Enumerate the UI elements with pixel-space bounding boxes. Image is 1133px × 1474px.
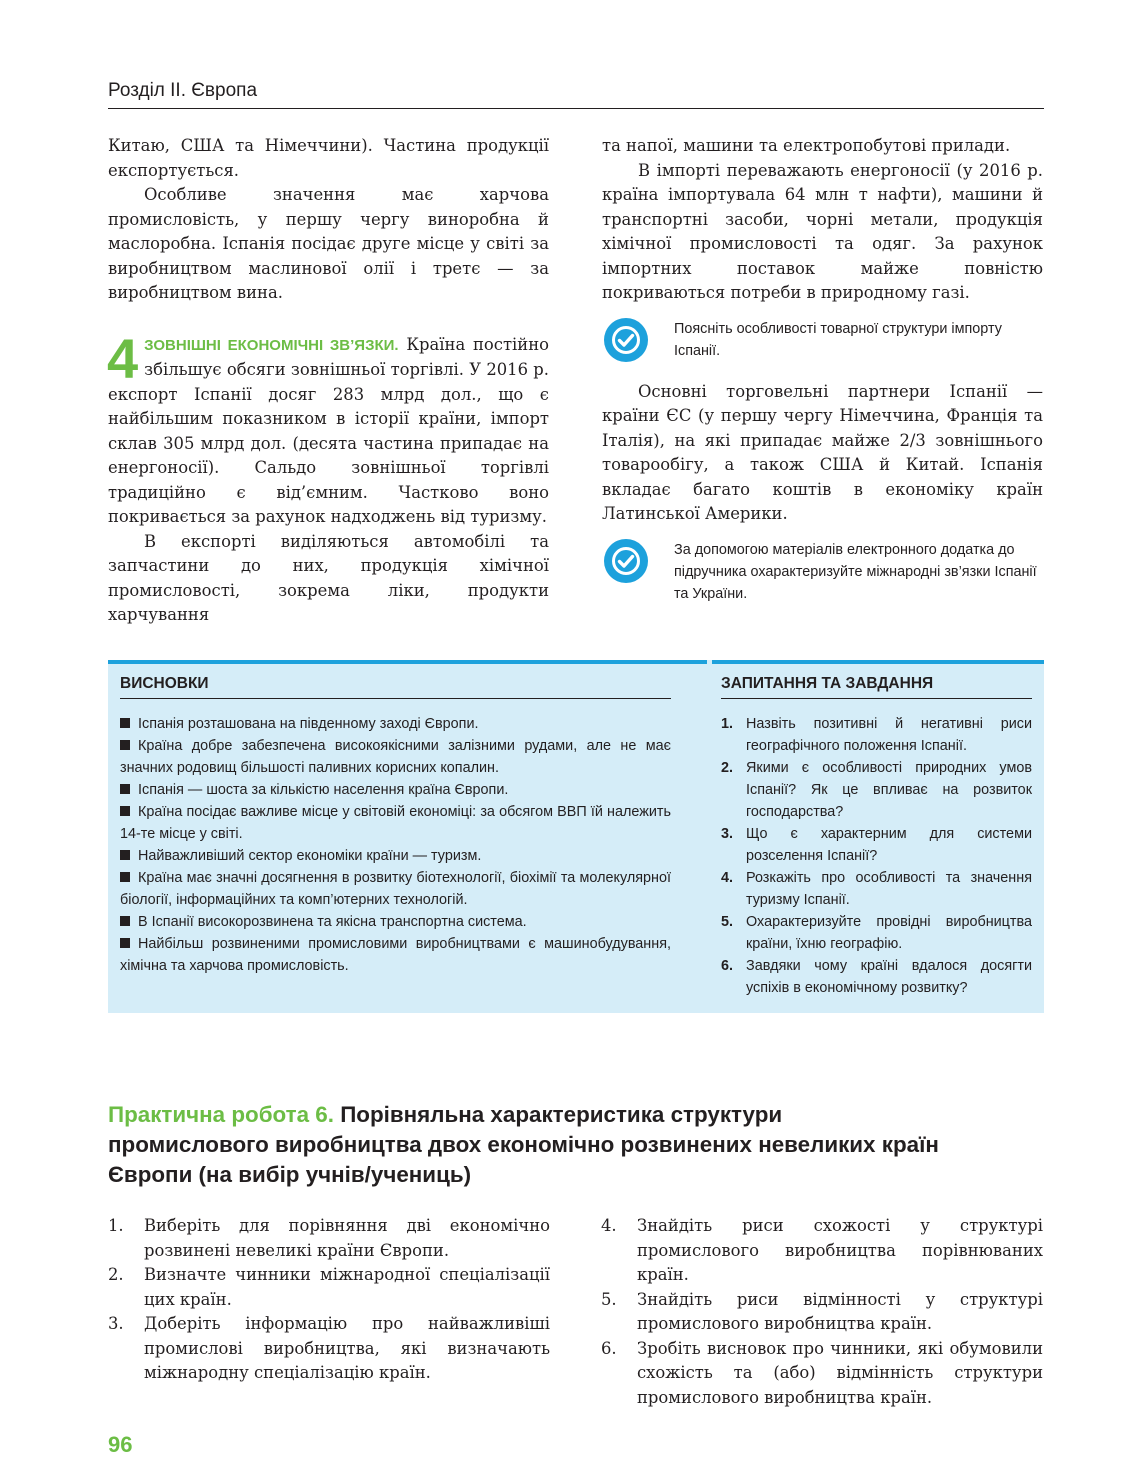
practical-work-label: Практична робота 6. xyxy=(108,1102,334,1127)
list-item: Найбільш розвиненими промисловими виробництвами є машинобудування, хімічна та харчова промисловість. xyxy=(120,936,671,974)
conclusions-list xyxy=(120,713,671,977)
page-header xyxy=(108,80,1044,109)
checkmark-circle-icon xyxy=(604,539,648,583)
bullet-square-icon xyxy=(120,872,130,882)
list-item: 3. Що є характерним для системи розселення Іспанії? xyxy=(721,826,1032,864)
bullet-square-icon xyxy=(120,806,130,816)
list-item: 4. Знайдіть риси схожості у структурі промислового виробництва порівнюваних країн. xyxy=(601,1216,1043,1284)
questions-heading: ЗАПИТАННЯ ТА ЗАВДАННЯ xyxy=(721,672,1032,699)
list-item: 2. Якими є особливості природних умов Іспанії? Як це впливає на розвиток господарства? xyxy=(721,760,1032,820)
paragraph: В експорті виділяються автомобілі та запчастини до них, продукція хімічної промисловості, зокрема ліки, продукти харчування xyxy=(108,531,549,624)
list-item: 4. Розкажіть про особливості та значення туризму Іспанії. xyxy=(721,870,1032,908)
questions-section xyxy=(721,672,1032,999)
section-title: ЗОВНІШНІ ЕКОНОМІЧНІ ЗВ’ЯЗКИ. xyxy=(144,336,399,354)
checkmark-circle-icon xyxy=(604,318,648,362)
bullet-square-icon xyxy=(120,916,130,926)
bullet-square-icon xyxy=(120,718,130,728)
divider xyxy=(712,660,1044,664)
list-item: 6. Зробіть висновок про чинники, які обумовили схожість та (або) відмінність структури промислового виробництва країн. xyxy=(601,1338,1043,1407)
practical-tasks-left xyxy=(108,1214,550,1386)
section-paragraph xyxy=(107,326,549,530)
paragraph: В імпорті переважають енергоносії (у 2016 р. країна імпортувала 64 млн т нафти), машини й транспортні засоби, чорні метали, продукція хімічної промисловості та одяг. За рахунок імпортних поставок майже повністю покриваються потреби в природному газі. xyxy=(602,160,1043,302)
paragraph: Особливе значення має харчова промисловість, у першу чергу виноробна й маслоробна. Іспанія посідає друге місце у світі за виробництвом маслинової олії і третє — за виробництвом вина. xyxy=(108,185,549,302)
section-text: Країна постійно збільшує обсяги зовнішньої торгівлі. У 2016 р. експорт Іспанії досяг 283 млрд дол., що є найбільшим показником в історії країни, імпорт склав 305 млрд дол. (десята частина припадає на енергоносії). Сальдо зовнішньої торгівлі традиційно є від’ємним. Частково воно покривається за рахунок надходжень від туризму. xyxy=(108,334,549,526)
list-item: 6. Завдяки чому країні вдалося досягти успіхів в економічному розвитку? xyxy=(721,958,1032,996)
note-text: За допомогою матеріалів електронного додатка до підручника охарактеризуйте міжнародні зв’язки Іспанії та України. xyxy=(674,541,1037,602)
divider xyxy=(108,660,707,664)
list-item: Країна добре забезпечена високоякісними залізними рудами, але не має значних родовищ більшості паливних корисних копалин. xyxy=(120,738,671,776)
practical-work-title xyxy=(108,1100,948,1190)
list-item: Найважливіший сектор економіки країни — туризм. xyxy=(120,845,671,867)
list-item: В Іспанії високорозвинена та якісна транспортна система. xyxy=(120,911,671,933)
bullet-square-icon xyxy=(120,938,130,948)
left-column xyxy=(108,134,549,628)
bullet-square-icon xyxy=(120,784,130,794)
paragraph: та напої, машини та електропобутові прилади. xyxy=(602,136,1011,155)
list-item: Країна має значні досягнення в розвитку біотехнології, біохімії та молекулярної біології, інформаційних та комп’ютерних технологій. xyxy=(120,870,671,908)
conclusions-heading: ВИСНОВКИ xyxy=(120,672,671,699)
page-number: 96 xyxy=(108,1432,133,1457)
conclusions-section xyxy=(120,672,671,977)
summary-box xyxy=(108,660,1044,1013)
list-item: 3. Доберіть інформацію про найважливіші промислові виробництва, які визначають міжнародну спеціалізацію країн. xyxy=(108,1314,550,1382)
paragraph: Китаю, США та Німеччини). Частина продукції експортується. xyxy=(108,136,549,180)
list-item: 1. Назвіть позитивні й негативні риси географічного положення Іспанії. xyxy=(721,716,1032,754)
practical-tasks-right xyxy=(601,1214,1043,1410)
list-item: 2. Визначте чинники міжнародної спеціалізації цих країн. xyxy=(108,1265,550,1309)
bullet-square-icon xyxy=(120,740,130,750)
questions-list xyxy=(721,713,1032,999)
list-item: Іспанія розташована на південному заході Європи. xyxy=(120,713,671,735)
list-item: 5. Охарактеризуйте провідні виробництва країни, їхню географію. xyxy=(721,914,1032,952)
section-number: 4 xyxy=(107,326,139,390)
note-text: Поясніть особливості товарної структури імпорту Іспанії. xyxy=(674,320,1002,359)
right-column xyxy=(602,134,1043,605)
list-item: Іспанія — шоста за кількістю населення країна Європи. xyxy=(120,779,671,801)
header-title: Розділ ІІ. Європа xyxy=(108,80,258,101)
paragraph: Основні торговельні партнери Іспанії — країни ЄС (у першу чергу Німеччина, Франція та Італія), на які припадає майже 2/3 зовнішнього товарообігу, а також США й Китай. Іспанія вкладає багато коштів в економіку країн Латинської Америки. xyxy=(602,381,1043,523)
list-item: 5. Знайдіть риси відмінності у структурі промислового виробництва країн. xyxy=(601,1289,1043,1333)
practical-work-heading: Порівняльна характеристика структури промислового виробництва двох економічно розвинених невеликих країн Європи (на вибір учнів/учениць) xyxy=(108,1102,939,1187)
bullet-square-icon xyxy=(120,850,130,860)
list-item: Країна посідає важливе місце у світовій економіці: за обсягом ВВП їй належить 14-те місце у світі. xyxy=(120,804,671,842)
list-item: 1. Виберіть для порівняння дві економічно розвинені невеликі країни Європи. xyxy=(108,1216,550,1260)
task-note xyxy=(602,539,1043,605)
task-note xyxy=(602,318,1043,366)
